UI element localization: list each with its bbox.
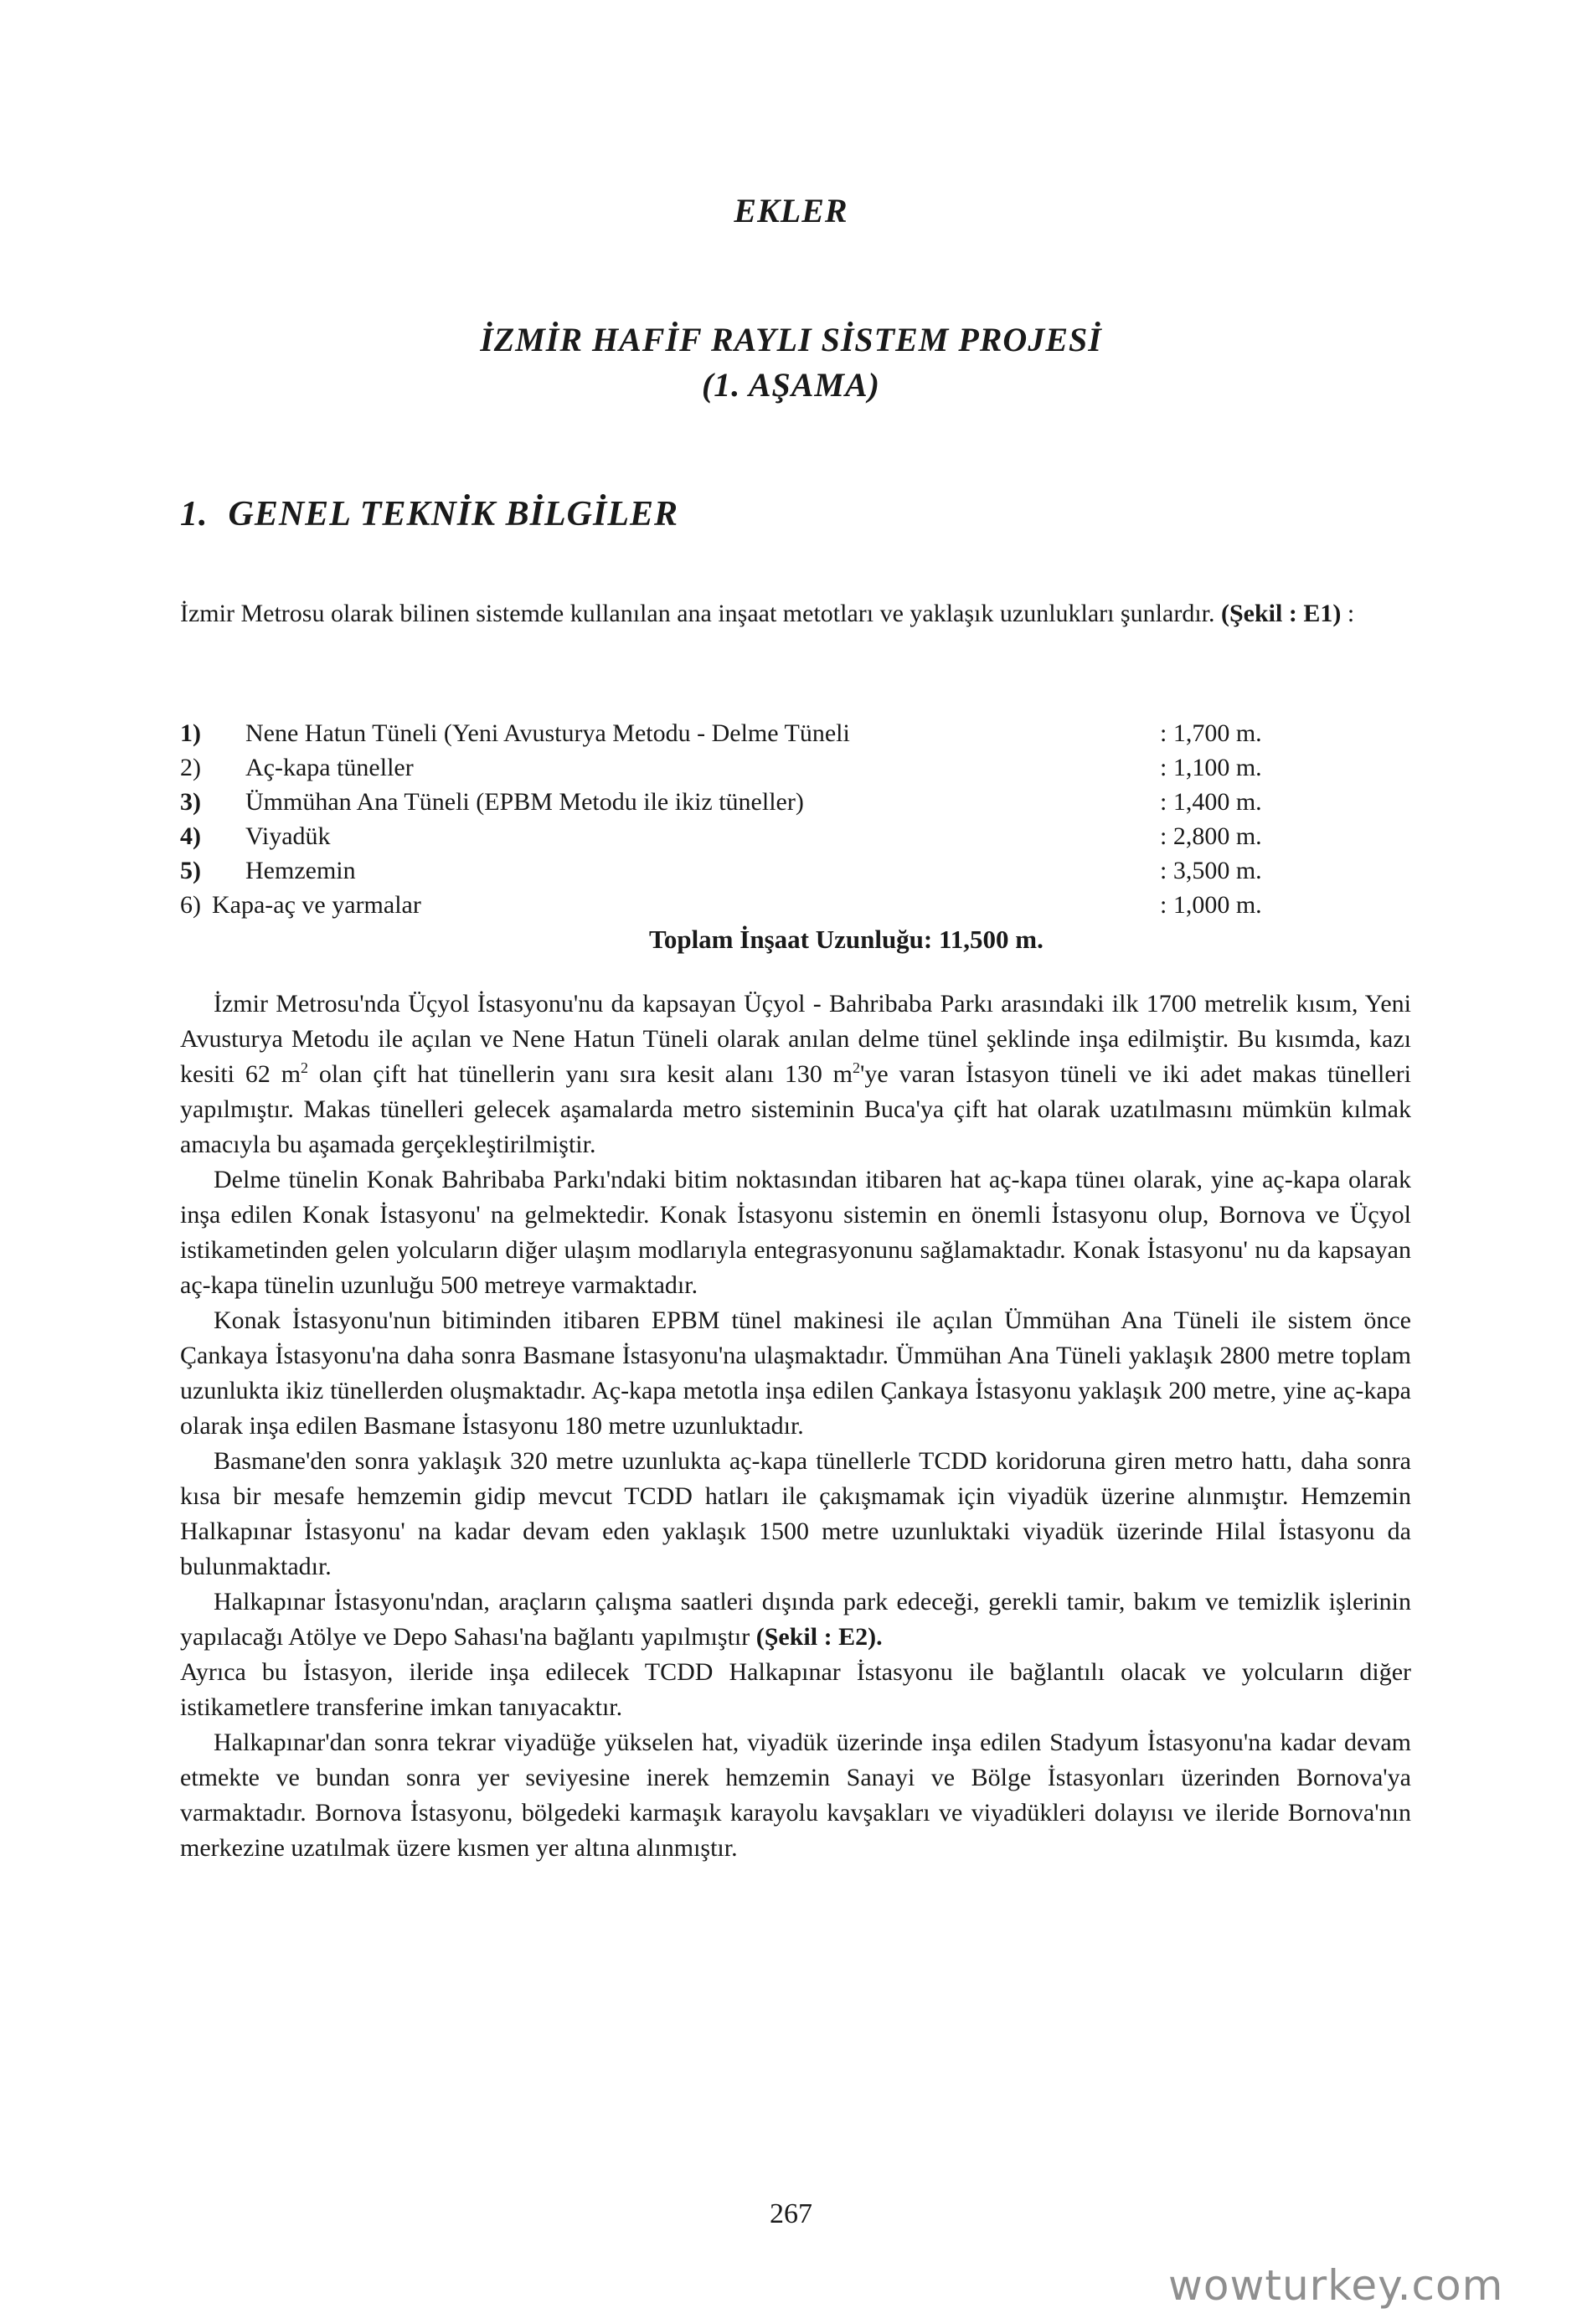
figure-reference-e2: (Şekil : E2). (755, 1623, 883, 1651)
section-number: 1. (180, 495, 209, 533)
section-heading (180, 494, 678, 534)
list-item-label: Aç-kapa tüneller (245, 754, 414, 781)
body-text (180, 987, 1411, 1866)
total-length (649, 925, 1044, 955)
list-item-number: 2) (180, 754, 201, 781)
list-item-number: 1) (180, 719, 201, 747)
list-item-number: 6) (180, 891, 201, 919)
list-item (180, 819, 1415, 853)
paragraph-3: Konak İstasyonu'nun bitiminden itibaren EPBM tünel makinesi ile açılan Ümmühan Ana Tüneli ile sistem önce Çankaya İstasyonu'na daha sonra Basmane İstasyonu'na ulaşmaktadır. Ümmühan Ana Tüneli yaklaşık 2800 metre toplam uzunlukta ikiz tünellerden oluşmaktadır. Aç-kapa metotla inşa edilen Çankaya İstasyonu yaklaşık 200 metre, yine aç-kapa olarak inşa edilen Basmane İstasyonu 180 metre uzunluktadır. (180, 1306, 1411, 1440)
page-number: 267 (770, 2198, 812, 2229)
paragraph-1-part-c: 'ye varan İstasyon tüneli ve iki adet makas tünelleri yapılmıştır. Makas tünelleri gelecek aşamalarda metro sisteminin Buca'ya çift hat olarak uzatılmasını mümkün kılmak amacıyla bu aşamada gerçekleştirilmiştir. (180, 1060, 1411, 1158)
superscript: 2 (853, 1059, 860, 1076)
paragraph-1 (180, 987, 1411, 1162)
list-item-number: 3) (180, 788, 201, 816)
list-item-label: Ümmühan Ana Tüneli (EPBM Metodu ile ikiz tüneller) (245, 788, 804, 816)
section-title: GENEL TEKNİK BİLGİLER (228, 495, 679, 533)
paragraph-1-part-b: olan çift hat tünellerin yanı sıra kesit alanı 130 m (308, 1060, 853, 1088)
list-item-label: Nene Hatun Tüneli (Yeni Avusturya Metodu - Delme Tüneli (245, 719, 850, 747)
list-item (180, 750, 1415, 785)
list-item (180, 853, 1415, 888)
project-phase: (1. AŞAMA) (701, 366, 880, 404)
paragraph-1-part-a: İzmir Metrosu'nda Üçyol İstasyonu'nu da kapsayan Üçyol - Bahribaba Parkı arasındaki ilk 1700 metrelik kısım, Yeni Avusturya Metodu ile açılan ve Nene Hatun Tüneli olarak anılan delme tünel şeklinde inşa edilmiştir. Bu kısımda, kazı kesiti 62 m (180, 990, 1411, 1088)
intro-text: İzmir Metrosu olarak bilinen sistemde kullanılan ana inşaat metotları ve yaklaşık uzunlukları şunlardır. (180, 600, 1215, 627)
list-item (180, 785, 1415, 819)
list-item (180, 716, 1415, 750)
figure-reference-e1: (Şekil : E1) (1221, 600, 1342, 627)
list-item-length: : 1,400 m. (1160, 788, 1262, 816)
paragraph-6: Halkapınar'dan sonra tekrar viyadüğe yükselen hat, viyadük üzerinde inşa edilen Stadyum İstasyonu'na kadar devam etmekte ve bundan sonra yer seviyesine inerek hemzemin Sanayi ve Bölge İstasyonları üzerinden Bornova'ya varmaktadır. Bornova İstasyonu, bölgedeki karmaşık karayolu kavşakları ve viyadükleri dolayısı ve ileride Bornova'nın merkezine uzatılmak üzere kısmen yer altına alınmıştır. (180, 1729, 1411, 1862)
list-item-length: : 1,700 m. (1160, 719, 1262, 747)
list-item-length: : 1,100 m. (1160, 754, 1262, 781)
project-title: İZMİR HAFİF RAYLI SİSTEM PROJESİ (480, 321, 1102, 358)
watermark: wowturkey.com (1168, 2261, 1504, 2310)
list-item-label: Hemzemin (245, 857, 356, 884)
list-item-label: Viyadük (245, 822, 331, 850)
intro-paragraph (180, 596, 1411, 631)
list-item-number: 4) (180, 822, 201, 850)
paragraph-5-continued: Ayrıca bu İstasyon, ileride inşa edilecek TCDD Halkapınar İstasyonu ile bağlantılı olacak ve yolcuların diğer istikametlere transferine imkan tanıyacaktır. (180, 1658, 1411, 1721)
list-item-length: : 2,800 m. (1160, 822, 1262, 850)
paragraph-4: Basmane'den sonra yaklaşık 320 metre uzunlukta aç-kapa tünellerle TCDD koridoruna giren metro hattı, daha sonra kısa bir mesafe hemzemin gidip mevcut TCDD hatları ile çakışmamak için viyadük üzerine alınmıştır. Hemzemin Halkapınar İstasyonu' na kadar devam eden yaklaşık 1500 metre uzunluktaki viyadük üzerinde Hilal İstasyonu da bulunmaktadır. (180, 1447, 1411, 1580)
appendix-title: EKLER (734, 192, 848, 229)
total-value: 11,500 m. (939, 925, 1044, 954)
superscript: 2 (301, 1059, 309, 1076)
total-label: Toplam İnşaat Uzunluğu: (649, 925, 933, 954)
paragraph-2: Delme tünelin Konak Bahribaba Parkı'ndaki bitim noktasından itibaren hat aç-kapa tüneı olarak, yine aç-kapa olarak inşa edilen Konak İstasyonu' na gelmektedir. Konak İstasyonu sistemin en önemli İstasyonu olup, Bornova ve Üçyol istikametinden gelen yolcuların diğer ulaşım modlarıyla entegrasyonunu sağlamaktadır. Konak İstasyonu' nu da kapsayan aç-kapa tünelin uzunluğu 500 metreye varmaktadır. (180, 1166, 1411, 1299)
construction-methods-list (180, 716, 1415, 922)
paragraph-5 (180, 1585, 1411, 1655)
paragraph-5-part-a: Halkapınar İstasyonu'ndan, araçların çalışma saatleri dışında park edeceği, gerekli tamir, bakım ve temizlik işlerinin yapılacağı Atölye ve Depo Sahası'na bağlantı yapılmıştır (180, 1588, 1411, 1651)
list-item-number: 5) (180, 857, 201, 884)
intro-suffix: : (1341, 600, 1355, 627)
list-item-label: Kapa-aç ve yarmalar (212, 891, 421, 919)
list-item (180, 888, 1415, 922)
list-item-length: : 1,000 m. (1160, 891, 1262, 919)
list-item-length: : 3,500 m. (1160, 857, 1262, 884)
